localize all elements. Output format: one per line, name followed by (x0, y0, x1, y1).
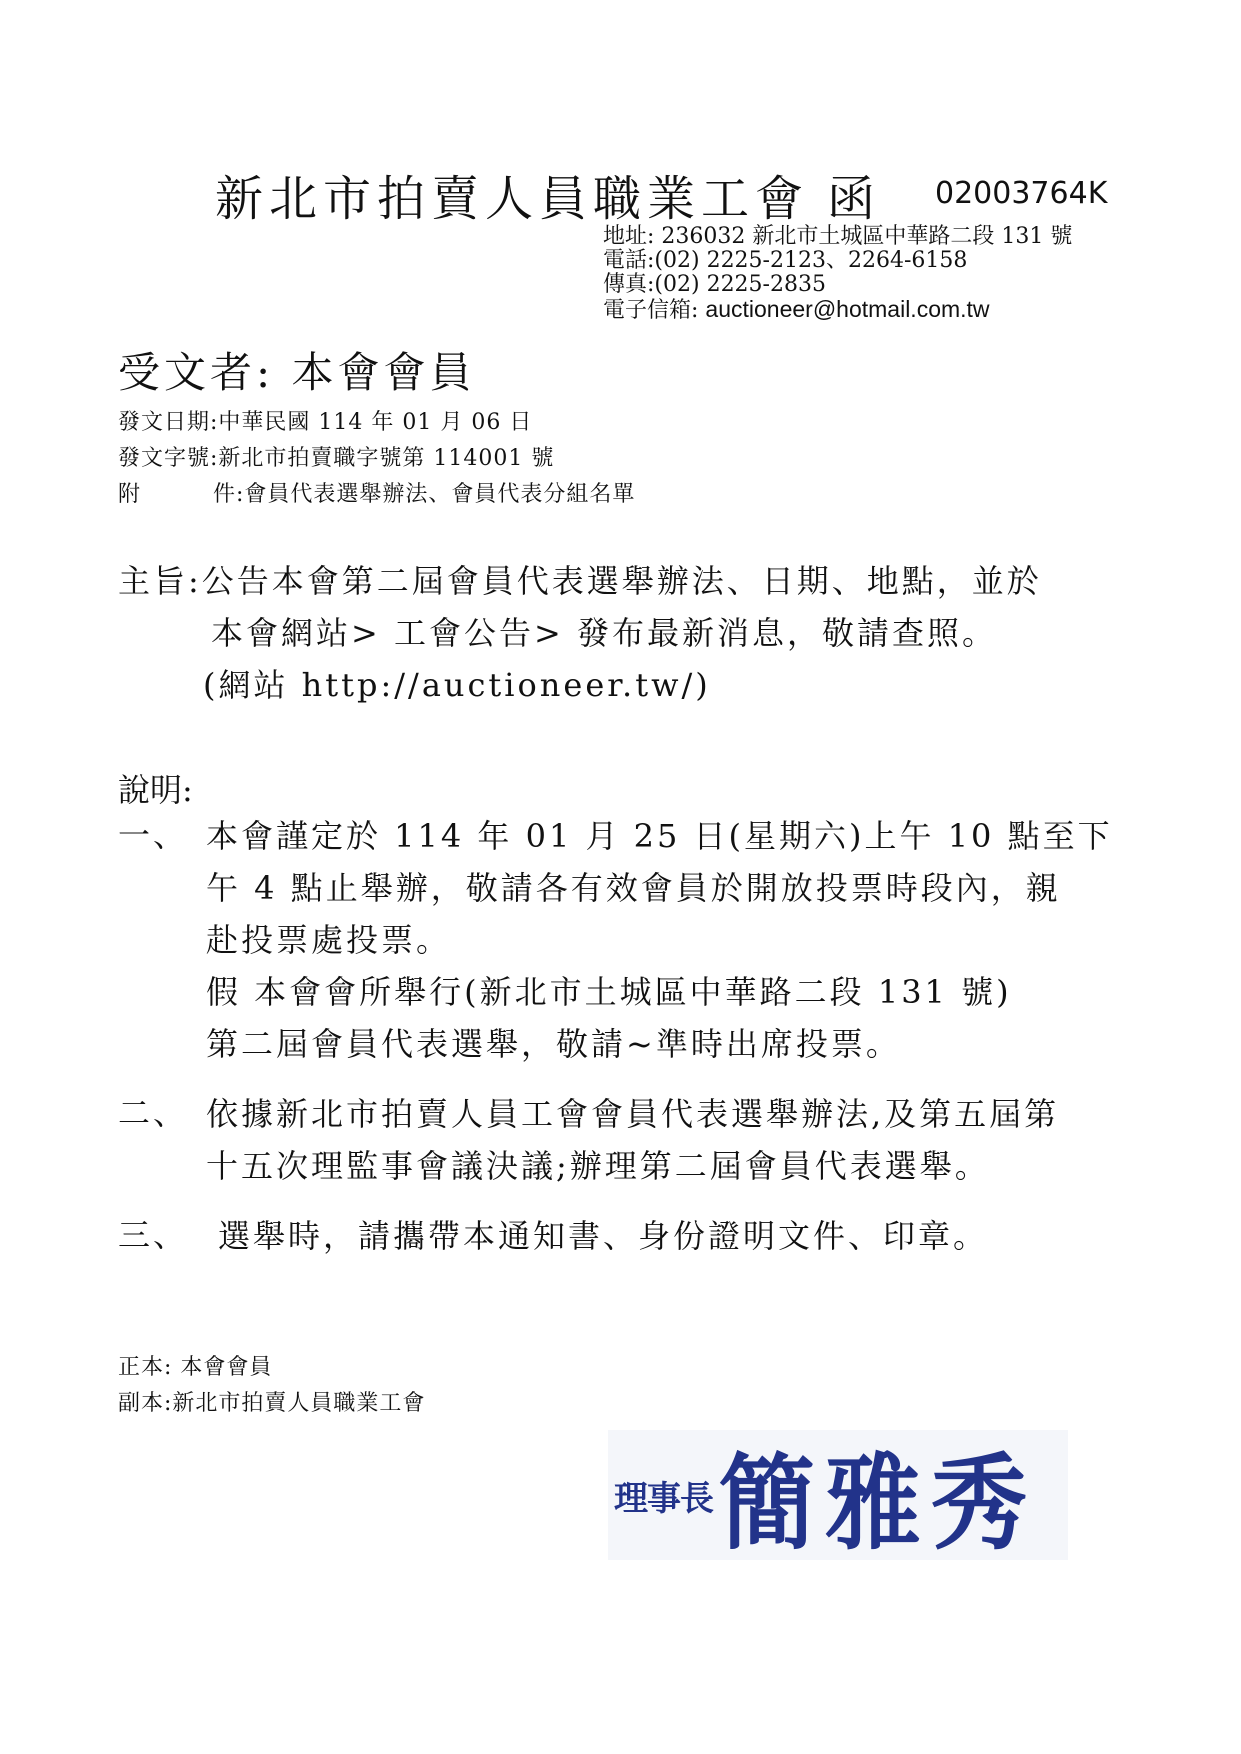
explanation-heading: 說明: (118, 771, 193, 809)
item-line: 假 本會會所舉行(新北市土城區中華路二段 131 號) (206, 973, 1012, 1011)
item-number: 二、 (118, 1094, 189, 1132)
original-copy: 正本: 本會會員 (118, 1355, 273, 1380)
recipient: 受文者: 本會會員 (118, 348, 476, 397)
email-label: 電子信箱: (603, 298, 706, 323)
attachments-label: 附 件 (118, 482, 236, 507)
document-number: 02003764K (935, 176, 1108, 211)
document-type: 函 (827, 171, 882, 227)
explanation-item-2 (118, 1088, 1113, 1192)
address-line: 地址: 236032 新北市土城區中華路二段 131 號 (603, 224, 1073, 249)
contact-block (603, 225, 1072, 323)
attachments-value: :會員代表選舉辦法、會員代表分組名單 (236, 482, 636, 507)
item-line: 赴投票處投票。 (206, 921, 452, 959)
signature-name: 簡雅秀 (719, 1441, 1037, 1564)
signature-stamp (608, 1430, 1068, 1564)
subject-line-1: 主旨:公告本會第二屆會員代表選舉辦法、日期、地點，並於 (118, 562, 1042, 600)
item-line: 午 4 點止舉辦，敬請各有效會員於開放投票時段內，親 (206, 869, 1061, 907)
duplicate-copy: 副本:新北市拍賣人員職業工會 (118, 1391, 426, 1416)
item-line: 十五次理監事會議決議;辦理第二屆會員代表選舉。 (206, 1147, 990, 1185)
explanation-item-3 (118, 1210, 1113, 1262)
fax-line: 傳真:(02) 2225-2835 (603, 272, 826, 297)
phone-line: 電話:(02) 2225-2123、2264-6158 (603, 248, 968, 273)
item-line: 第二屆會員代表選舉，敬請~準時出席投票。 (206, 1025, 901, 1063)
issue-date: 發文日期:中華民國 114 年 01 月 06 日 (118, 410, 533, 435)
copies-block (118, 1350, 425, 1422)
item-line: 選舉時，請攜帶本通知書、身份證明文件、印章。 (218, 1217, 989, 1255)
item-line: 依據新北市拍賣人員工會會員代表選舉辦法,及第五屆第 (206, 1095, 1060, 1133)
subject-line-2: 本會網站> 工會公告> 發布最新消息，敬請查照。 (211, 614, 997, 652)
item-number: 一、 (118, 816, 189, 854)
email-address: auctioneer@hotmail.com.tw (705, 296, 990, 322)
email-line (603, 297, 1072, 323)
organization-name: 新北市拍賣人員職業工會 (215, 171, 810, 227)
reference-number: 發文字號:新北市拍賣職字號第 114001 號 (118, 446, 555, 471)
subject-block (118, 555, 1042, 711)
meta-block (118, 405, 635, 513)
subject-line-3: (網站 http://auctioneer.tw/) (203, 666, 711, 704)
letterhead-title (215, 160, 881, 229)
explanation-item-1 (118, 810, 1113, 1070)
item-line: 本會謹定於 114 年 01 月 25 日(星期六)上午 10 點至下 (206, 817, 1113, 855)
item-number: 三、 (118, 1216, 189, 1254)
attachments-line (118, 477, 635, 513)
signature-seal (608, 1430, 1068, 1564)
explanation-items (118, 810, 1113, 1280)
signature-title: 理事長 (614, 1478, 713, 1519)
